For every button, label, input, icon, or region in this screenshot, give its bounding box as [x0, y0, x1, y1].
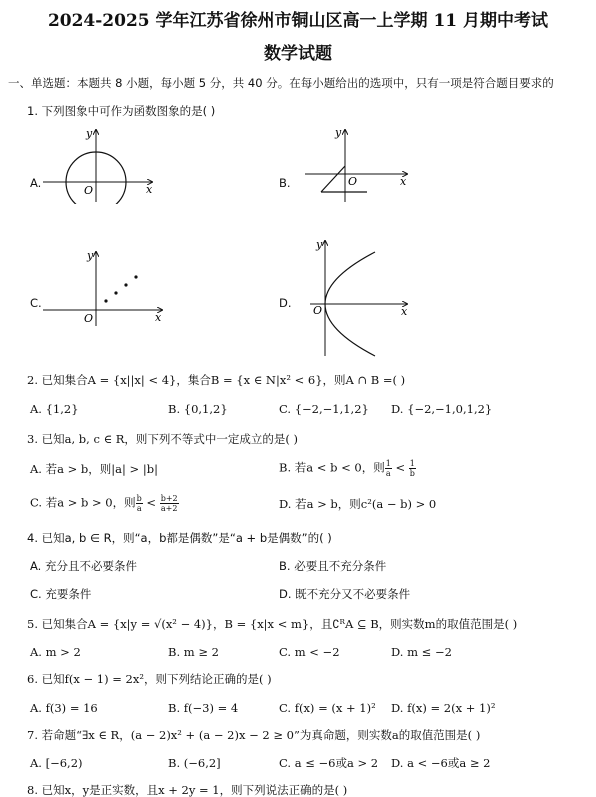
- q6-option-c: C. f(x) = (x + 1)²: [279, 701, 376, 715]
- y-label: y: [335, 126, 342, 139]
- q5-option-c: C. m < −2: [279, 645, 340, 659]
- q4-option-c: C. 充要条件: [30, 587, 92, 601]
- origin-label: O: [348, 175, 358, 188]
- y-label: y: [87, 249, 94, 262]
- q7-option-a: A. [−6,2): [30, 756, 83, 770]
- page-title: 2024-2025 学年江苏省徐州市铜山区高一上学期 11 月期中考试: [47, 11, 549, 31]
- q4-option-a: A. 充分且不必要条件: [30, 559, 137, 573]
- y-label: y: [86, 127, 93, 140]
- point: [104, 299, 107, 302]
- q6-option-d: D. f(x) = 2(x + 1)²: [391, 701, 496, 715]
- q4-option-d: D. 既不充分又不必要条件: [279, 587, 411, 601]
- less-than: <: [142, 495, 160, 510]
- q6-option-a: A. f(3) = 16: [30, 701, 98, 715]
- q5-option-a: A. m > 2: [30, 645, 81, 659]
- x-label: x: [400, 175, 407, 188]
- point: [124, 283, 127, 286]
- q1-graph-a: [40, 124, 165, 204]
- q7-option-c: C. a ≤ −6或a > 2: [279, 756, 379, 770]
- q4-stem: 4. 已知a, b ∈ R，则“a，b都是偶数”是“a + b是偶数”的( ): [27, 531, 332, 545]
- q1-option-d-label: D.: [279, 296, 292, 310]
- numerator: 1: [409, 459, 415, 468]
- q1-option-a-label: A.: [30, 176, 42, 190]
- page-subtitle: 数学试题: [264, 44, 332, 64]
- denominator: a+2: [160, 504, 178, 513]
- q2-option-d: D. {−2,−1,0,1,2}: [391, 402, 493, 416]
- q1-option-b-label: B.: [279, 176, 291, 190]
- numerator: b: [136, 494, 142, 503]
- q1-graph-c: [40, 248, 165, 328]
- q3-stem: 3. 已知a, b, c ∈ R，则下列不等式中一定成立的是( ): [27, 432, 299, 446]
- denominator: a: [136, 504, 142, 513]
- q6-stem: 6. 已知f(x − 1) = 2x²，则下列结论正确的是( ): [27, 672, 272, 686]
- point: [134, 275, 137, 278]
- numerator: 1: [385, 459, 391, 468]
- numerator: b+2: [160, 494, 178, 503]
- x-label: x: [155, 311, 162, 324]
- q3-option-c: [30, 494, 179, 513]
- q2-option-b: B. {0,1,2}: [168, 402, 228, 416]
- denominator: a: [385, 469, 391, 478]
- fraction: [136, 494, 143, 513]
- q5-option-d: D. m ≤ −2: [391, 645, 452, 659]
- q6-option-b: B. f(−3) = 4: [168, 701, 239, 715]
- q7-option-d: D. a < −6或a ≥ 2: [391, 756, 491, 770]
- point: [114, 291, 117, 294]
- q5-stem: 5. 已知集合A = {x|y = √(x² − 4)}，B = {x|x < m}，且∁ᴿA ⊆ B，则实数m的取值范围是( ): [27, 617, 518, 631]
- q3-option-c-text: C. 若a > b > 0，则: [30, 495, 136, 510]
- less-than: <: [391, 460, 409, 475]
- q1-stem: 1. 下列图象中可作为函数图象的是( ): [27, 104, 216, 118]
- origin-label: O: [313, 304, 323, 317]
- q3-option-d: D. 若a > b，则c²(a − b) > 0: [279, 497, 437, 511]
- fraction: [160, 494, 179, 513]
- slanted-segment: [321, 166, 345, 192]
- section-heading: 一、单选题：本题共 8 小题，每小题 5 分，共 40 分。在每小题给出的选项中，只有一项是符合题目要求的: [8, 76, 554, 90]
- q1-graph-d: [295, 236, 420, 358]
- y-label: y: [316, 238, 323, 251]
- q7-option-b: B. (−6,2]: [168, 756, 221, 770]
- x-label: x: [401, 305, 408, 318]
- q2-option-a: A. {1,2}: [30, 402, 79, 416]
- origin-label: O: [84, 184, 94, 197]
- x-label: x: [146, 183, 153, 196]
- q7-stem: 7. 若命题“∃x ∈ R，(a − 2)x² + (a − 2)x − 2 ≥ 0”为真命题，则实数a的取值范围是( ): [27, 728, 481, 742]
- q3-option-b-text: B. 若a < b < 0，则: [279, 460, 385, 475]
- origin-label: O: [84, 312, 94, 325]
- q5-option-b: B. m ≥ 2: [168, 645, 219, 659]
- fraction: [409, 459, 416, 478]
- q3-option-a: A. 若a > b，则|a| > |b|: [30, 462, 158, 476]
- q2-stem: 2. 已知集合A = {x||x| < 4}，集合B = {x ∈ N|x² < 6}，则A ∩ B =( ): [27, 373, 406, 387]
- q1-option-c-label: C.: [30, 296, 42, 310]
- q8-stem: 8. 已知x，y是正实数，且x + 2y = 1，则下列说法正确的是( ): [27, 783, 348, 797]
- q2-option-c: C. {−2,−1,1,2}: [279, 402, 369, 416]
- fraction: [385, 459, 392, 478]
- q1-graph-b: [295, 124, 420, 204]
- q3-option-b: [279, 459, 416, 478]
- denominator: b: [409, 469, 415, 478]
- q4-option-b: B. 必要且不充分条件: [279, 559, 387, 573]
